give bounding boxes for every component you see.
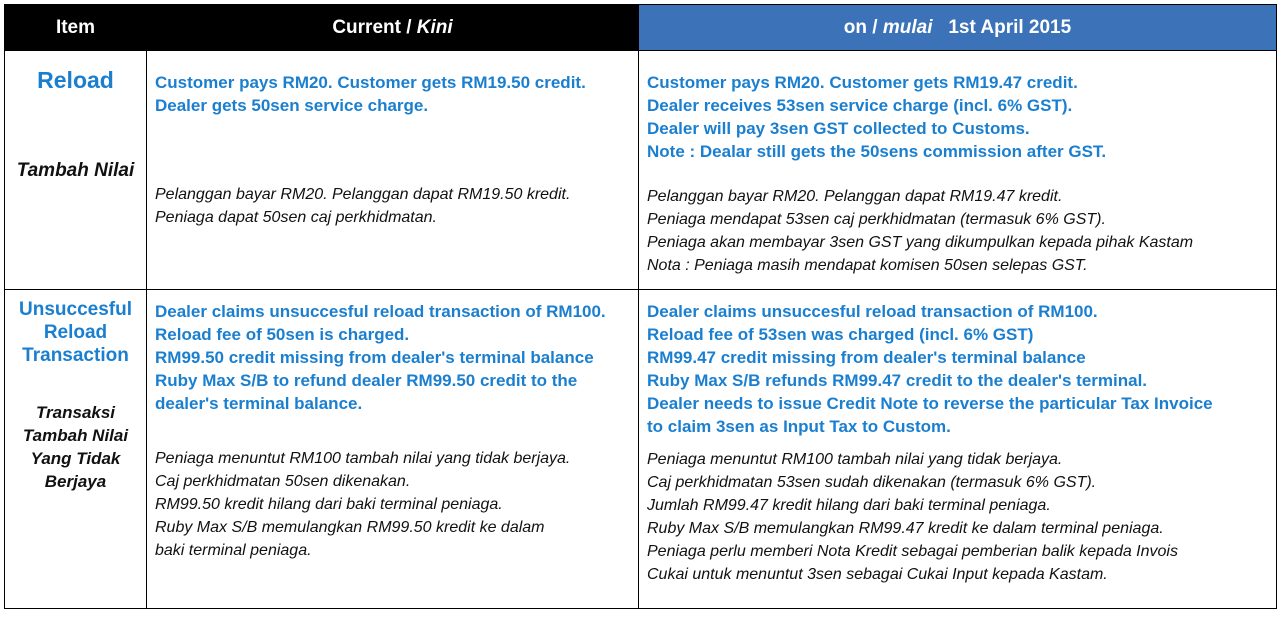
- new-ms-text: Pelanggan bayar RM20. Pelanggan dapat RM19.47 kredit. Peniaga mendapat 53sen caj perkhidmatan (termasuk 6% GST). Peniaga akan membayar 3sen GST yang dikumpulkan kepada pihak Kastam Nota : Peniaga masih mendapat komisen 50sen selepas GST.: [647, 188, 1194, 274]
- gst-comparison-table: [4, 4, 1277, 609]
- current-ms-text: Peniaga menuntut RM100 tambah nilai yang tidak berjaya. Caj perkhidmatan 50sen dikenakan. RM99.50 kredit hilang dari baki terminal peniaga. Ruby Max S/B memulangkan RM99.50 kredit ke dalam baki terminal peniaga.: [155, 450, 571, 559]
- item-title-en: Unsuccesful Reload Transaction: [19, 299, 132, 366]
- item-cell-unsuccessful: [5, 290, 147, 609]
- current-cell-unsuccessful: [147, 290, 639, 609]
- new-en-text: Dealer claims unsuccesful reload transaction of RM100. Reload fee of 53sen was charged (incl. 6% GST) RM99.47 credit missing from dealer's terminal balance Ruby Max S/B refunds RM99.47 credit to the dealer's terminal. Dealer needs to issue Credit Note to reverse the particular Tax Invoice to claim 3sen as Input Tax to Custom.: [647, 302, 1213, 436]
- new-ms-text: Peniaga menuntut RM100 tambah nilai yang tidak berjaya. Caj perkhidmatan 53sen sudah dikenakan (termasuk 6% GST). Jumlah RM99.47 kredit hilang dari baki terminal peniaga. Ruby Max S/B memulangkan RM99.47 kredit ke dalam terminal peniaga. Peniaga perlu memberi Nota Kredit sebagai pemberian balik kepada Invois Cukai untuk menuntut 3sen sebagai Cukai Input kepada Kastam.: [647, 451, 1178, 583]
- header-new: on / mulai 1st April 2015: [639, 5, 1277, 51]
- current-en-text: Customer pays RM20. Customer gets RM19.50 credit. Dealer gets 50sen service charge.: [155, 73, 586, 115]
- current-en-text: Dealer claims unsuccesful reload transaction of RM100. Reload fee of 50sen is charged. RM99.50 credit missing from dealer's terminal balance Ruby Max S/B to refund dealer RM99.50 credit to the dealer's terminal balance.: [155, 302, 606, 413]
- table-row-unsuccessful: [5, 290, 1277, 609]
- item-title-ms: Tambah Nilai: [16, 160, 135, 181]
- table-header-row: [5, 5, 1277, 51]
- item-cell-reload: [5, 51, 147, 290]
- header-item: Item: [5, 5, 147, 51]
- header-current: Current / Kini: [147, 5, 639, 51]
- current-cell-reload: [147, 51, 639, 290]
- current-ms-text: Pelanggan bayar RM20. Pelanggan dapat RM19.50 kredit. Peniaga dapat 50sen caj perkhidmatan.: [155, 186, 571, 226]
- item-title-ms: Transaksi Tambah Nilai Yang Tidak Berjaya: [22, 403, 129, 491]
- new-cell-unsuccessful: [639, 290, 1277, 609]
- table-row-reload: [5, 51, 1277, 290]
- new-en-text: Customer pays RM20. Customer gets RM19.47 credit. Dealer receives 53sen service charge (incl. 6% GST). Dealer will pay 3sen GST collected to Customs. Note : Dealar still gets the 50sens commission after GST.: [647, 73, 1107, 161]
- new-cell-reload: [639, 51, 1277, 290]
- item-title-en: Reload: [37, 67, 114, 93]
